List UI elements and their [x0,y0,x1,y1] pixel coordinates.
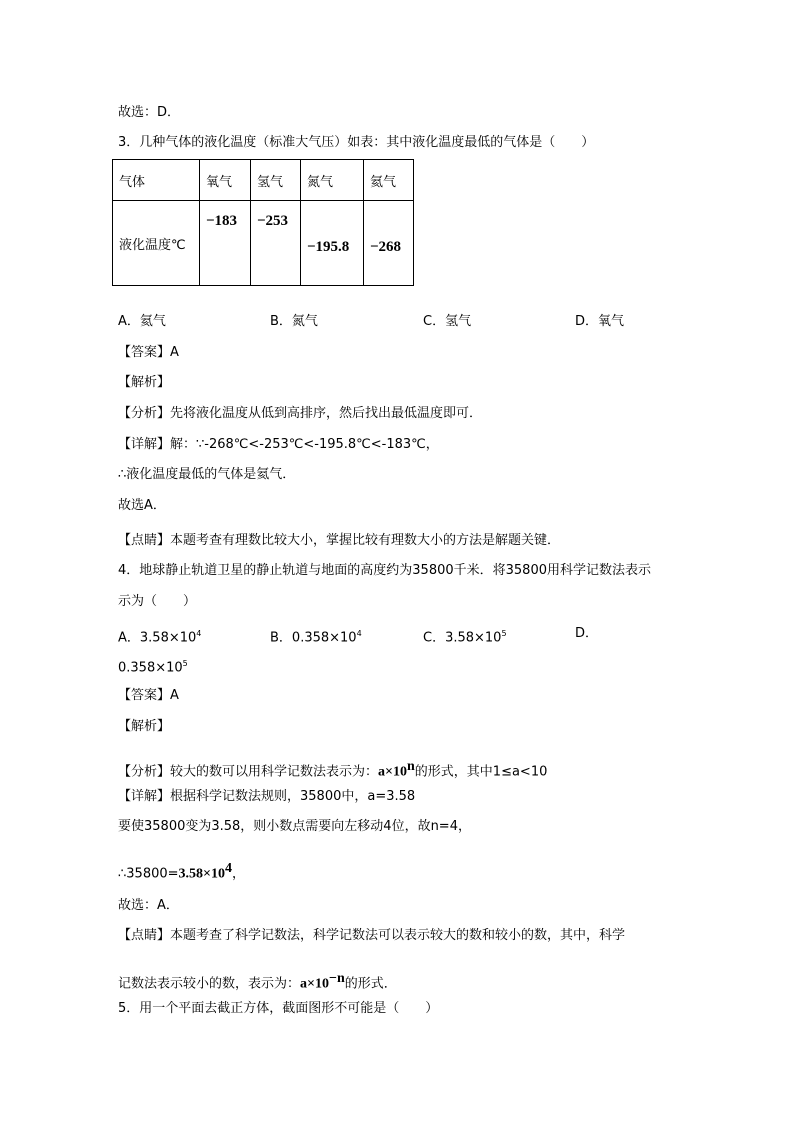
detail: 【详解】根据科学记数法规则，35800中，a=3.58 [118,789,416,804]
table-header: 氦气 [364,160,414,201]
choice: 故选：A． [118,898,179,913]
conclusion: ∴液化温度最低的气体是氦气． [118,467,296,482]
option-a: A．氦气 [118,314,166,329]
table-row-label: 液化温度℃ [113,201,200,286]
option-d: D．氧气 [575,314,625,329]
table-header: 气体 [113,160,200,201]
analysis: 【分析】先将液化温度从低到高排序，然后找出最低温度即可． [118,406,483,421]
question-3: 3．几种气体的液化温度（标准大气压）如表：其中液化温度最低的气体是（ ） [118,135,595,150]
table-cell: −268 [370,238,402,255]
question-4: 4．地球静止轨道卫星的静止轨道与地面的高度约为35800千米．将35800用科学记数法表示 [118,563,651,578]
conclusion: $\therefore 35800=3.58\times 10^4$， [118,861,246,882]
gas-table [112,159,414,286]
option-a: A．$3.58\times 10^4$ [118,629,202,646]
option-d: D． [575,626,599,641]
option-b: B．$0.358\times 10^4$ [270,629,362,646]
option-c: C．氢气 [423,314,472,329]
table-header: 氮气 [301,160,364,201]
table-header: 氢气 [251,160,301,201]
analysis-heading: 【解析】 [118,719,171,734]
answer: 【答案】A [118,688,179,703]
detail: 【详解】解：∵-268℃<-253℃<-195.8℃<-183℃， [118,437,439,452]
comment: 【点睛】本题考查有理数比较大小，掌握比较有理数大小的方法是解题关键． [118,533,561,548]
answer: 【答案】A [118,345,179,360]
analysis: 【分析】较大的数可以用科学记数法表示为：$a\times 10^n$的形式，其中1≤a<10 [118,759,548,780]
analysis-heading: 【解析】 [118,375,171,390]
table-cell: −253 [257,213,289,229]
option-d-value: $0.358\times 10^5$ [118,659,188,676]
detail-cont: 要使35800变为3.58，则小数点需要向左移动4位，故n=4， [118,819,471,834]
text-line: 故选：D． [118,105,181,120]
comment-cont: 记数法表示较小的数，表示为：$a\times 10^{-n}$的形式． [118,971,397,992]
comment: 【点睛】本题考查了科学记数法，科学记数法可以表示较大的数和较小的数，其中，科学 [118,928,626,943]
option-b: B．氮气 [270,314,318,329]
table-cell: −195.8 [307,238,350,255]
question-5: 5．用一个平面去截正方体，截面图形不可能是（ ） [118,1001,439,1016]
table-cell: −183 [206,213,238,229]
choice: 故选A． [118,498,166,513]
question-4-cont: 示为（ ） [118,594,197,609]
table-header: 氧气 [200,160,251,201]
option-c: C．$3.58\times 10^5$ [423,629,507,646]
